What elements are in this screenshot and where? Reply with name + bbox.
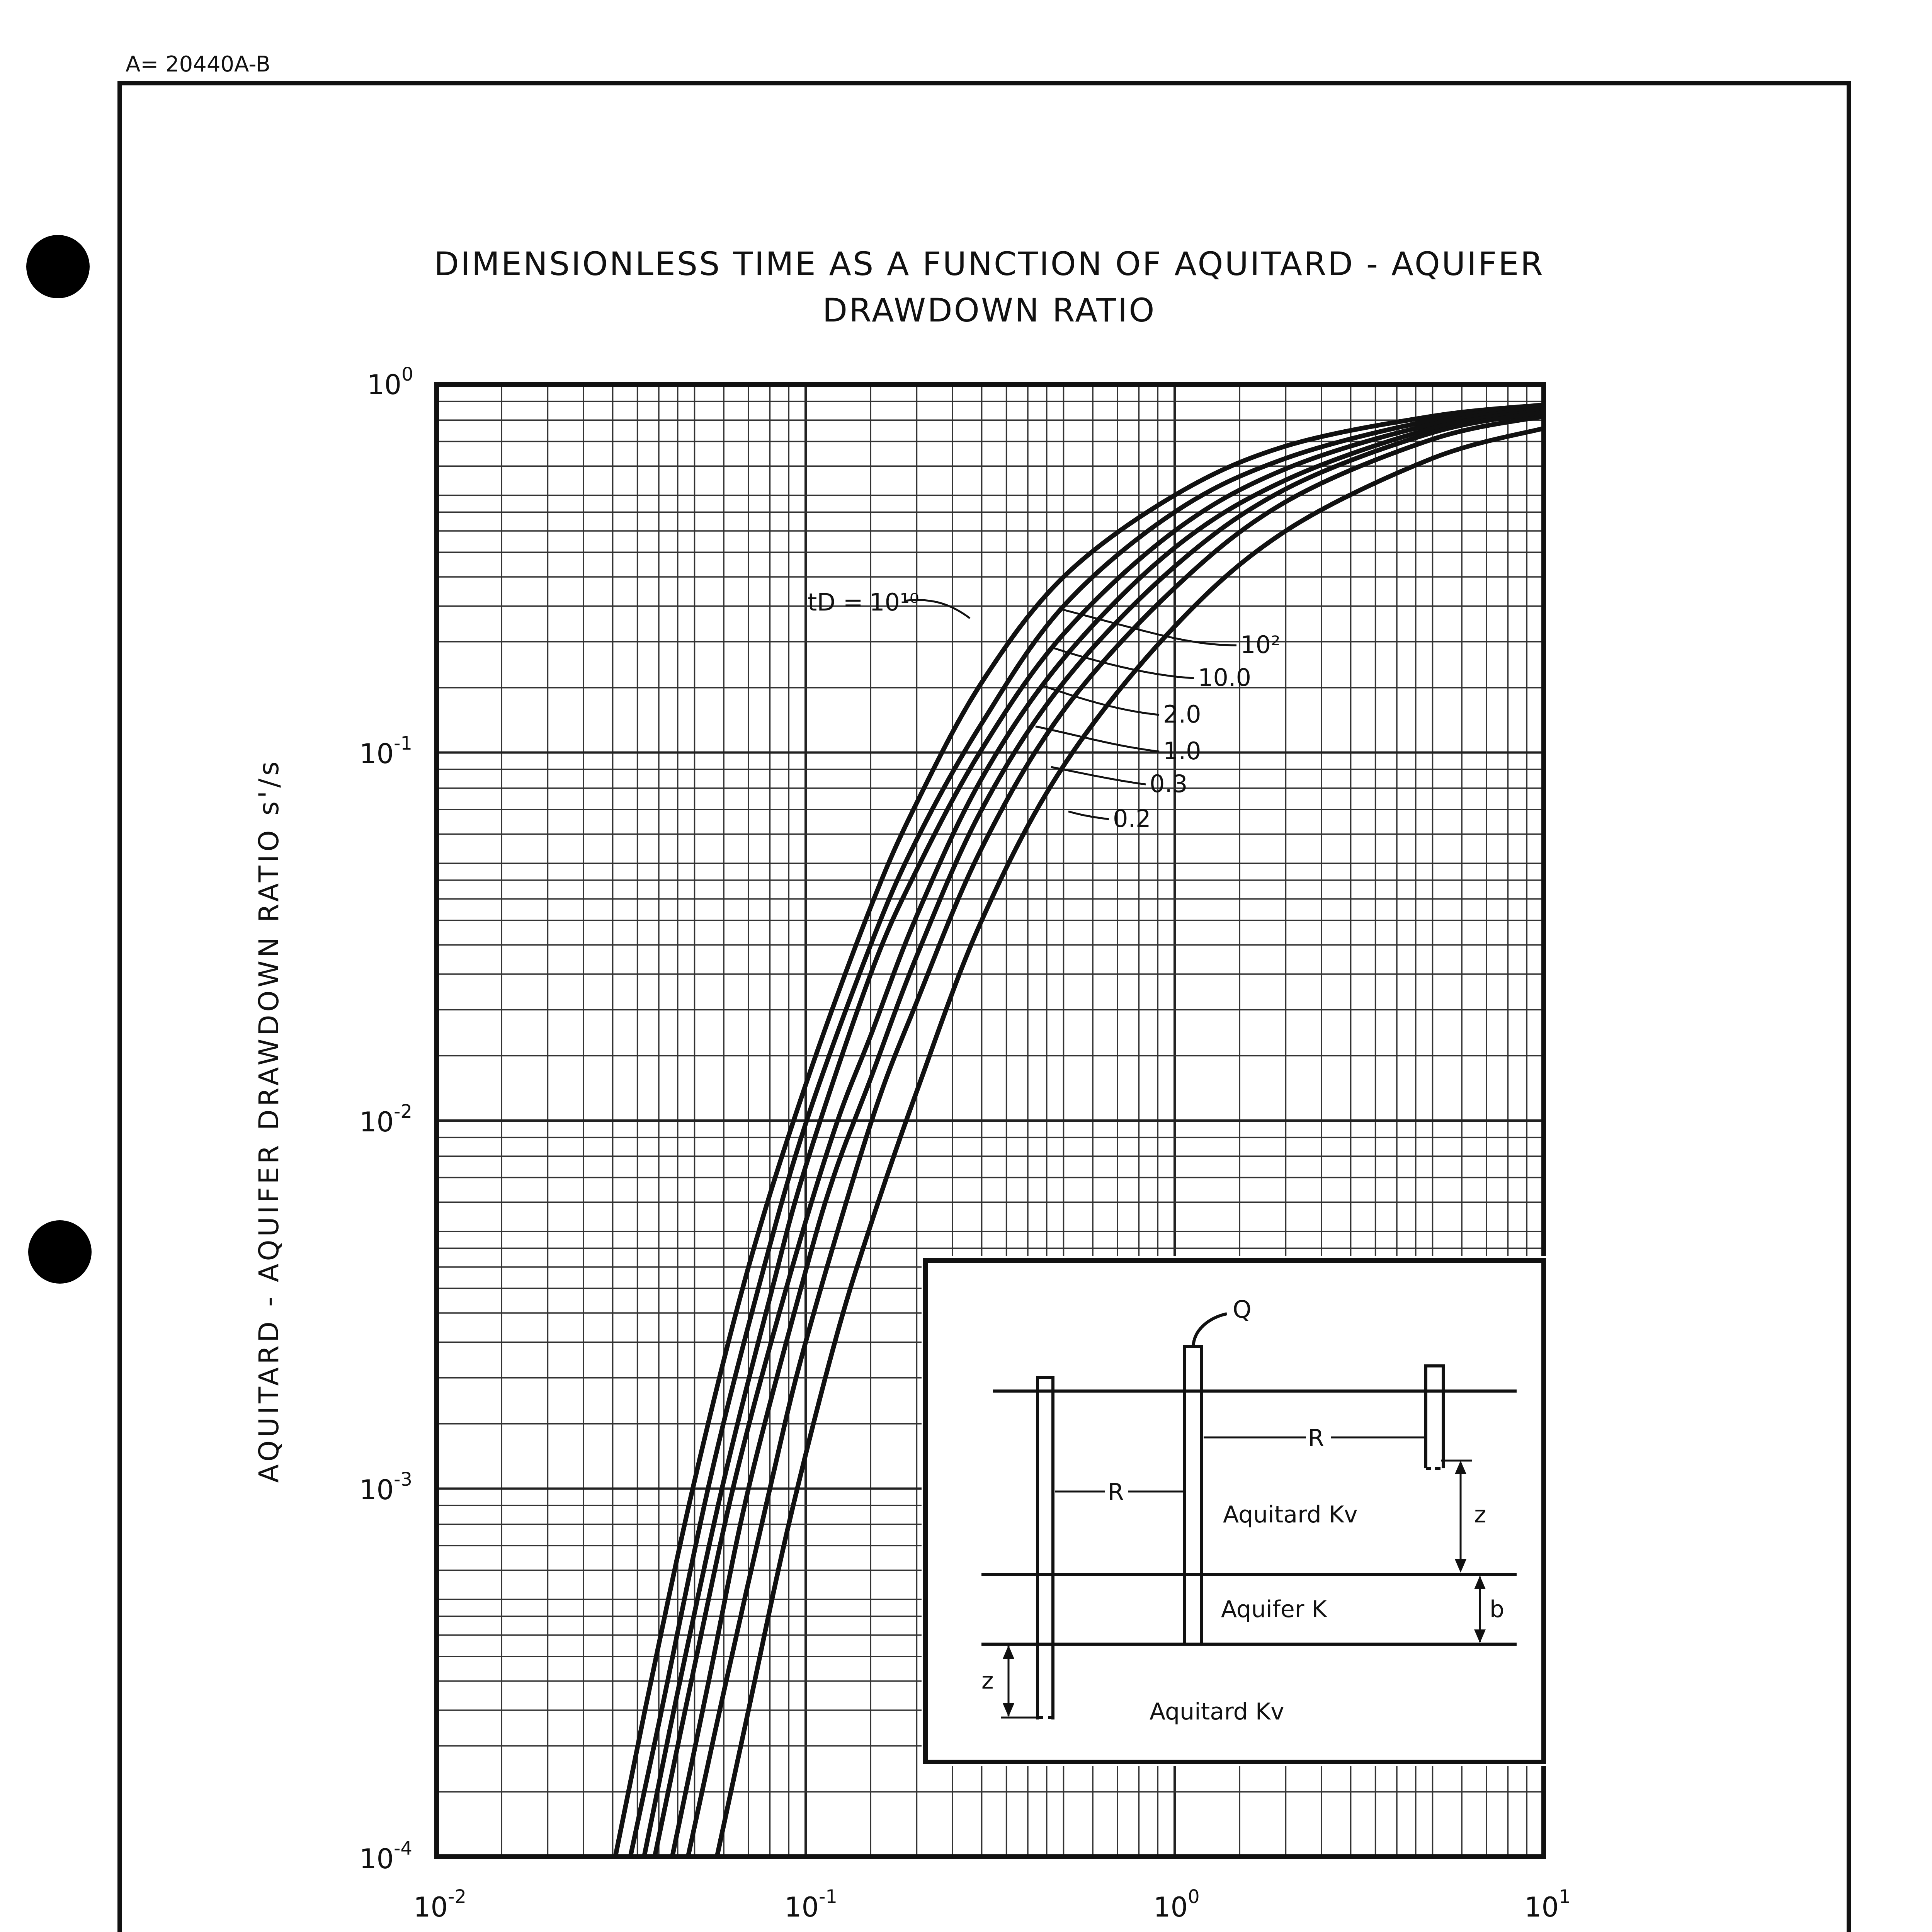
y-tick-4: $10^{-4}$ — [359, 1838, 412, 1875]
curve-label-0-2: 0.2 — [1113, 804, 1151, 833]
q-label: Q — [1233, 1295, 1252, 1323]
chart-subtitle: DRAWDOWN RATIO — [822, 291, 1156, 329]
curve-label-1-0: 1.0 — [1163, 737, 1201, 765]
doc-ref: A= 20440A-B — [126, 52, 270, 77]
curve-label-10-2: 10² — [1240, 631, 1281, 659]
x-tick-2: $10^0$ — [1153, 1886, 1200, 1923]
legend-prefix: tD = — [808, 588, 863, 616]
y-axis-label: AQUITARD - AQUIFER DRAWDOWN RATIO s'/s — [253, 758, 285, 1483]
x-tick-1: $10^{-1}$ — [784, 1886, 837, 1923]
x-tick-0: $10^{-2}$ — [413, 1886, 466, 1923]
aquifer-label: Aquifer K — [1221, 1596, 1327, 1623]
inset-schematic — [922, 1256, 1549, 1766]
x-tick-labels — [413, 1886, 1571, 1923]
y-tick-0: $10^0$ — [367, 364, 413, 401]
y-tick-3: $10^{-3}$ — [359, 1469, 412, 1506]
y-tick-labels — [359, 364, 413, 1875]
y-tick-2: $10^{-2}$ — [359, 1101, 412, 1138]
x-tick-3: $10^1$ — [1524, 1886, 1571, 1923]
curve-label-0-3: 0.3 — [1150, 770, 1188, 798]
punch-hole-middle — [28, 1220, 92, 1284]
leader-0-2 — [1068, 811, 1109, 819]
curve-label-10-0: 10.0 — [1198, 663, 1252, 692]
curve-label-2-0: 2.0 — [1163, 700, 1201, 728]
r-label-lower: R — [1108, 1479, 1124, 1506]
r-label-upper: R — [1308, 1425, 1324, 1452]
y-tick-1: $10^{-1}$ — [359, 733, 412, 770]
curve-label-10: 10¹⁰ — [869, 588, 919, 616]
aquitard-lower-label: Aquitard Kv — [1150, 1698, 1284, 1725]
z-lower-label: z — [981, 1667, 994, 1694]
punch-hole-top — [26, 235, 90, 298]
leader-1-0 — [1036, 726, 1159, 752]
aquitard-upper-label: Aquitard Kv — [1223, 1501, 1358, 1528]
chart-title: DIMENSIONLESS TIME AS A FUNCTION OF AQUITARD - AQUIFER — [434, 245, 1544, 283]
z-upper-label: z — [1474, 1501, 1486, 1528]
b-label: b — [1490, 1596, 1505, 1623]
